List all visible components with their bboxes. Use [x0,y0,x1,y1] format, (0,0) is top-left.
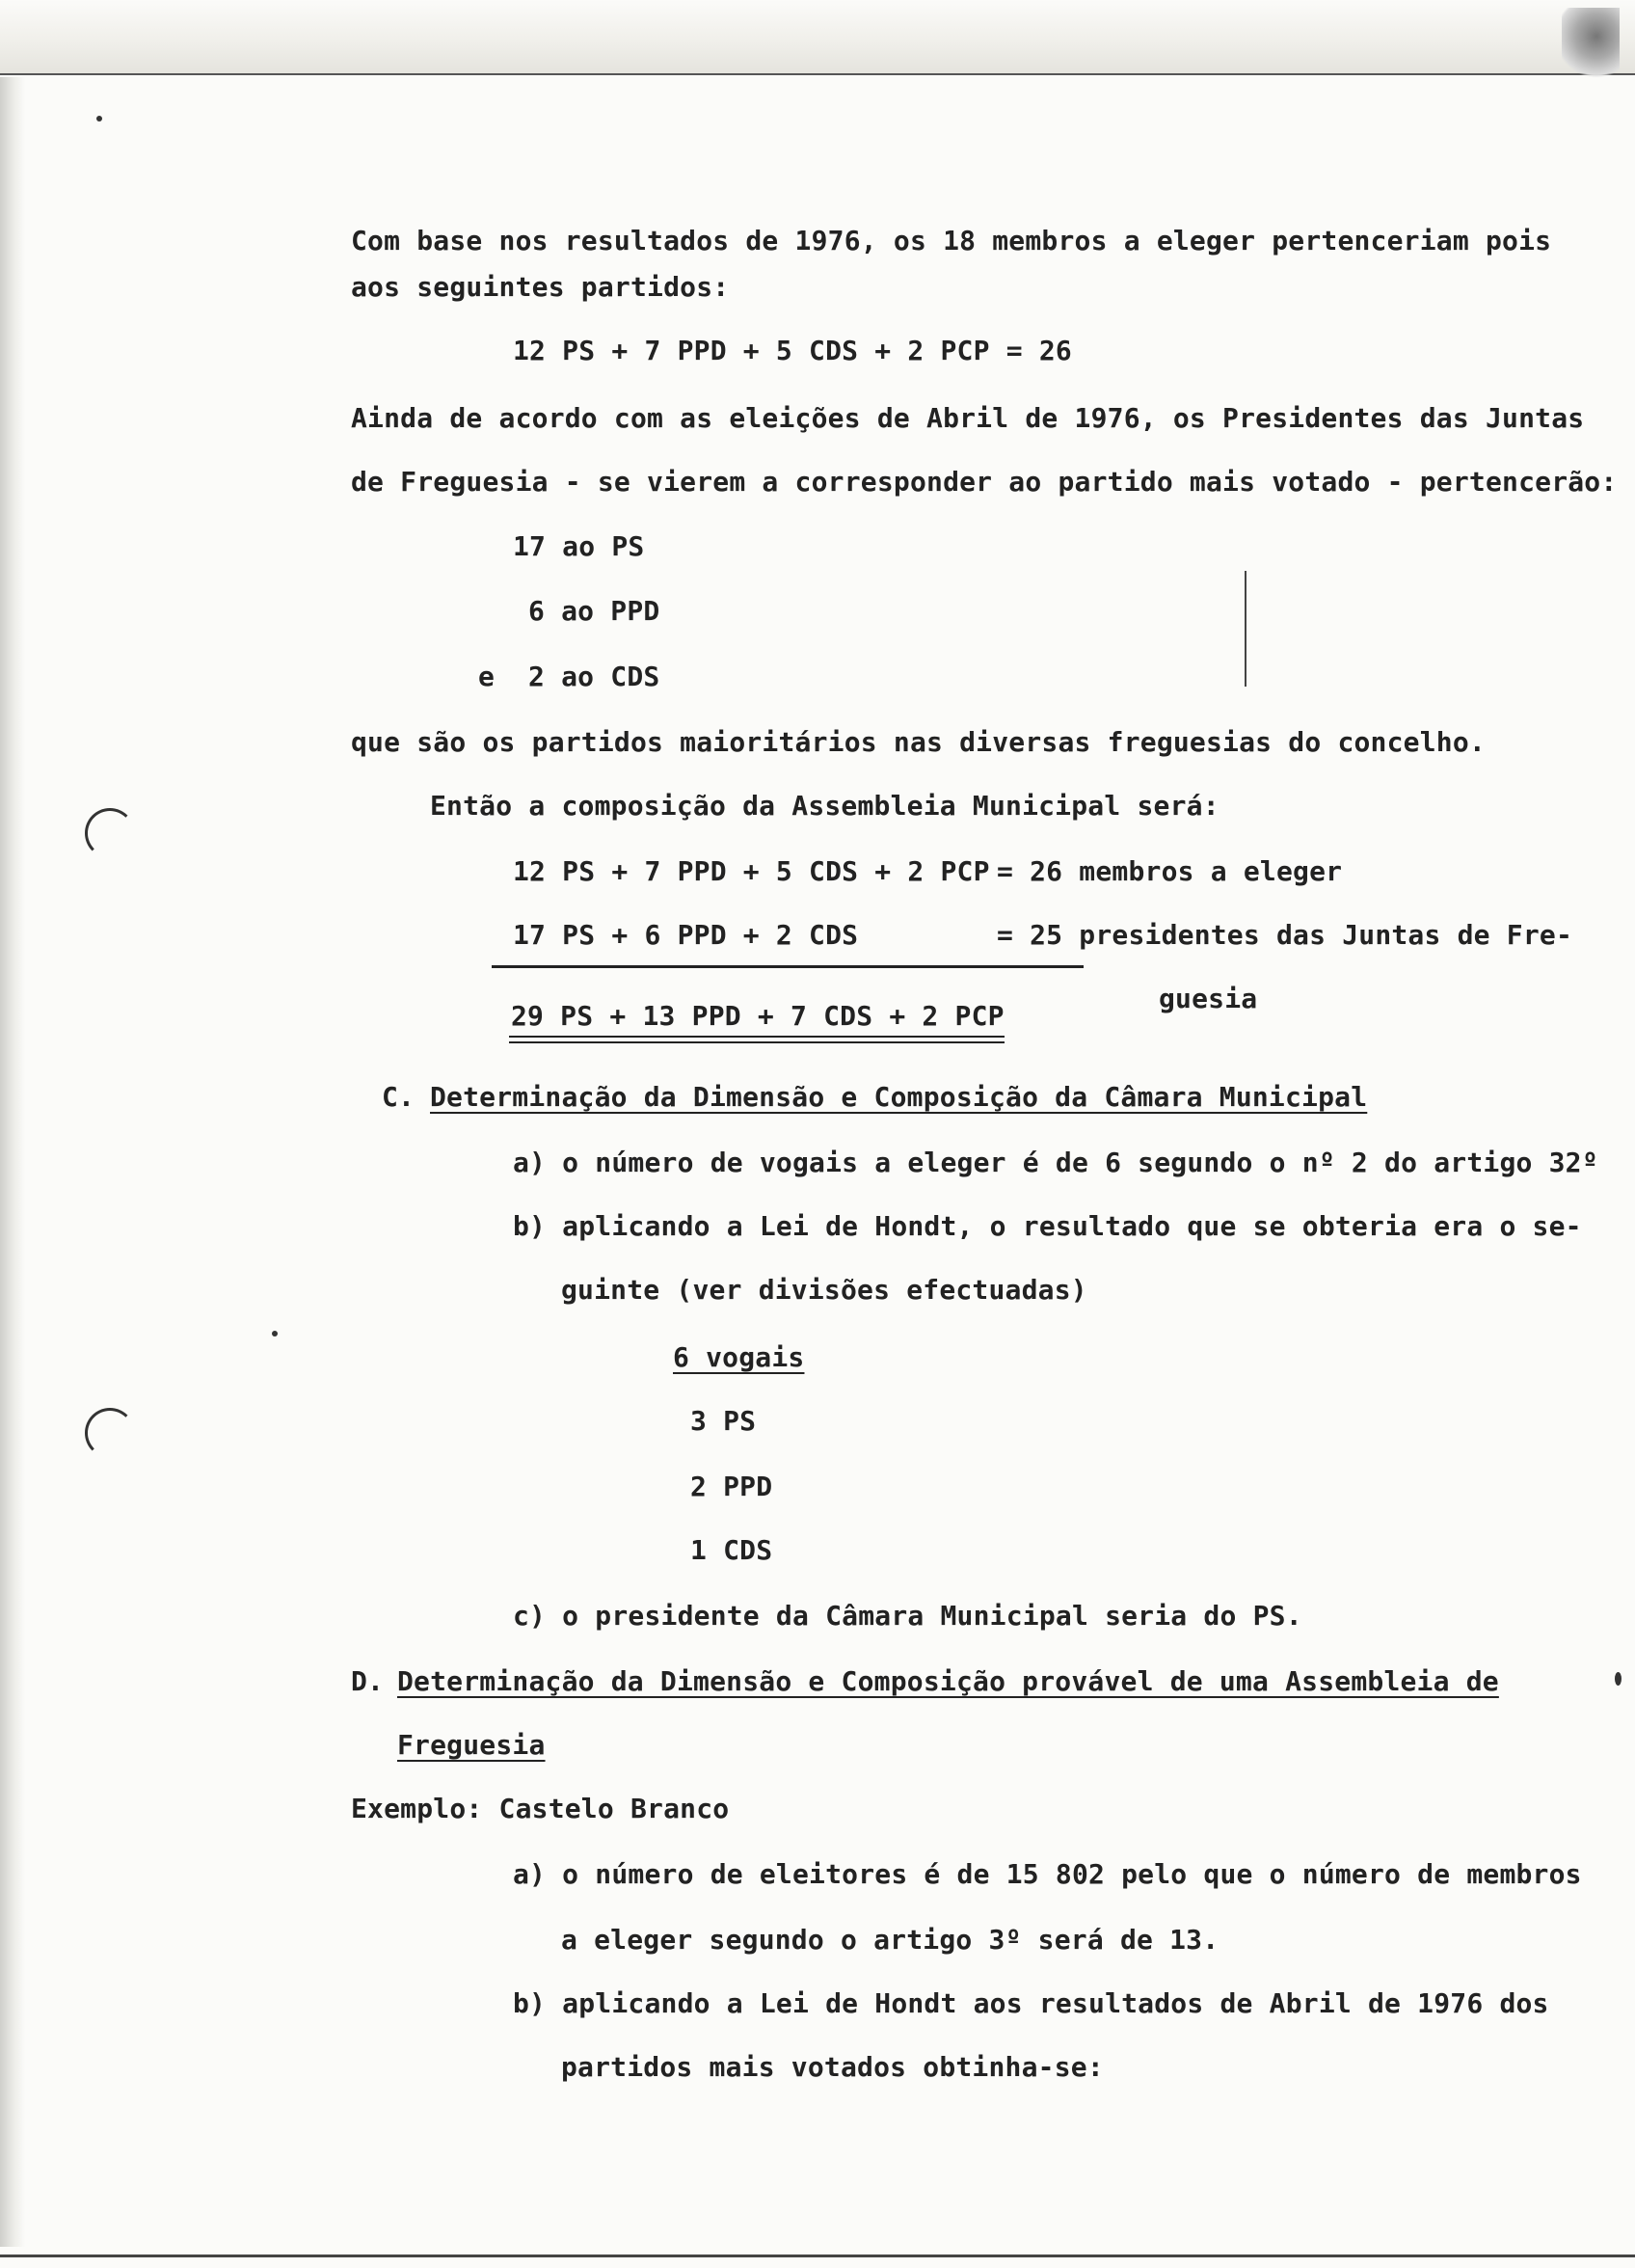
section-c-item-a: a) o número de vogais a eleger é de 6 segundo o nº 2 do artigo 32º [513,1147,1598,1178]
list-conjunction: e [478,661,496,692]
sum-divider [492,965,1084,968]
sum-line-2-result-cont: guesia [1159,983,1258,1014]
scan-left-edge [0,77,25,2247]
para-4: Então a composição da Assembleia Municipal será: [430,790,1220,822]
scan-corner-mark [1562,8,1620,79]
scan-top-line [0,73,1635,75]
scan-speck [1615,1672,1622,1686]
para-2-line-1: Ainda de acordo com as eleições de Abril de 1976, os Presidentes das Juntas [351,402,1585,434]
section-d-title-1: Determinação da Dimensão e Composição provável de uma Assembleia de [397,1665,1499,1697]
vogais-item: 1 CDS [690,1534,773,1566]
sum-total-underline [509,1036,1005,1038]
vogais-header: 6 vogais [673,1341,805,1373]
presidents-list-item: 2 ao CDS [528,661,660,692]
punch-hole-bottom [85,1408,135,1458]
sum-total: 29 PS + 13 PPD + 7 CDS + 2 PCP [511,1000,1005,1032]
scan-speck [96,116,102,122]
scan-speck [272,1331,278,1336]
punch-hole-top [85,808,135,858]
formula-1: 12 PS + 7 PPD + 5 CDS + 2 PCP = 26 [513,335,1072,366]
section-c-letter: C. [382,1081,415,1113]
para-2-line-2: de Freguesia - se vierem a corresponder ao partido mais votado - pertencerão: [351,466,1618,498]
intro-line-1: Com base nos resultados de 1976, os 18 membros a eleger pertenceriam pois [351,225,1552,256]
section-c-item-c: c) o presidente da Câmara Municipal seria do PS. [513,1600,1302,1632]
section-d-title-2: Freguesia [397,1729,546,1761]
scan-bottom-line [0,2254,1635,2257]
para-3: que são os partidos maioritários nas diversas freguesias do concelho. [351,726,1486,758]
section-d-example: Exemplo: Castelo Branco [351,1793,730,1824]
section-d-letter: D. [351,1665,385,1697]
sum-line-1-formula: 12 PS + 7 PPD + 5 CDS + 2 PCP [513,855,990,887]
presidents-list-item: 17 ao PS [513,530,645,562]
section-d-item-a-line-2: a eleger segundo o artigo 3º será de 13. [561,1924,1220,1956]
presidents-list-item: 6 ao PPD [528,595,660,627]
intro-line-2: aos seguintes partidos: [351,271,730,303]
section-d-item-b-line-1: b) aplicando a Lei de Hondt aos resultados de Abril de 1976 dos [513,1987,1549,2019]
section-c-item-b-line-1: b) aplicando a Lei de Hondt, o resultado que se obteria era o se- [513,1210,1582,1242]
vogais-item: 3 PS [690,1405,757,1437]
margin-pen-mark [1245,571,1246,687]
section-d-item-b-line-2: partidos mais votados obtinha-se: [561,2051,1104,2083]
section-d-item-a-line-1: a) o número de eleitores é de 15 802 pelo que o número de membros [513,1858,1582,1890]
sum-total-underline [509,1041,1005,1043]
sum-line-2-result: = 25 presidentes das Juntas de Fre- [997,919,1573,951]
sum-line-2-formula: 17 PS + 6 PPD + 2 CDS [513,919,859,951]
vogais-item: 2 PPD [690,1471,773,1502]
section-c-item-b-line-2: guinte (ver divisões efectuadas) [561,1274,1087,1306]
section-c-title: Determinação da Dimensão e Composição da Câmara Municipal [430,1081,1368,1113]
scan-top-band [0,0,1635,75]
sum-line-1-result: = 26 membros a eleger [997,855,1343,887]
